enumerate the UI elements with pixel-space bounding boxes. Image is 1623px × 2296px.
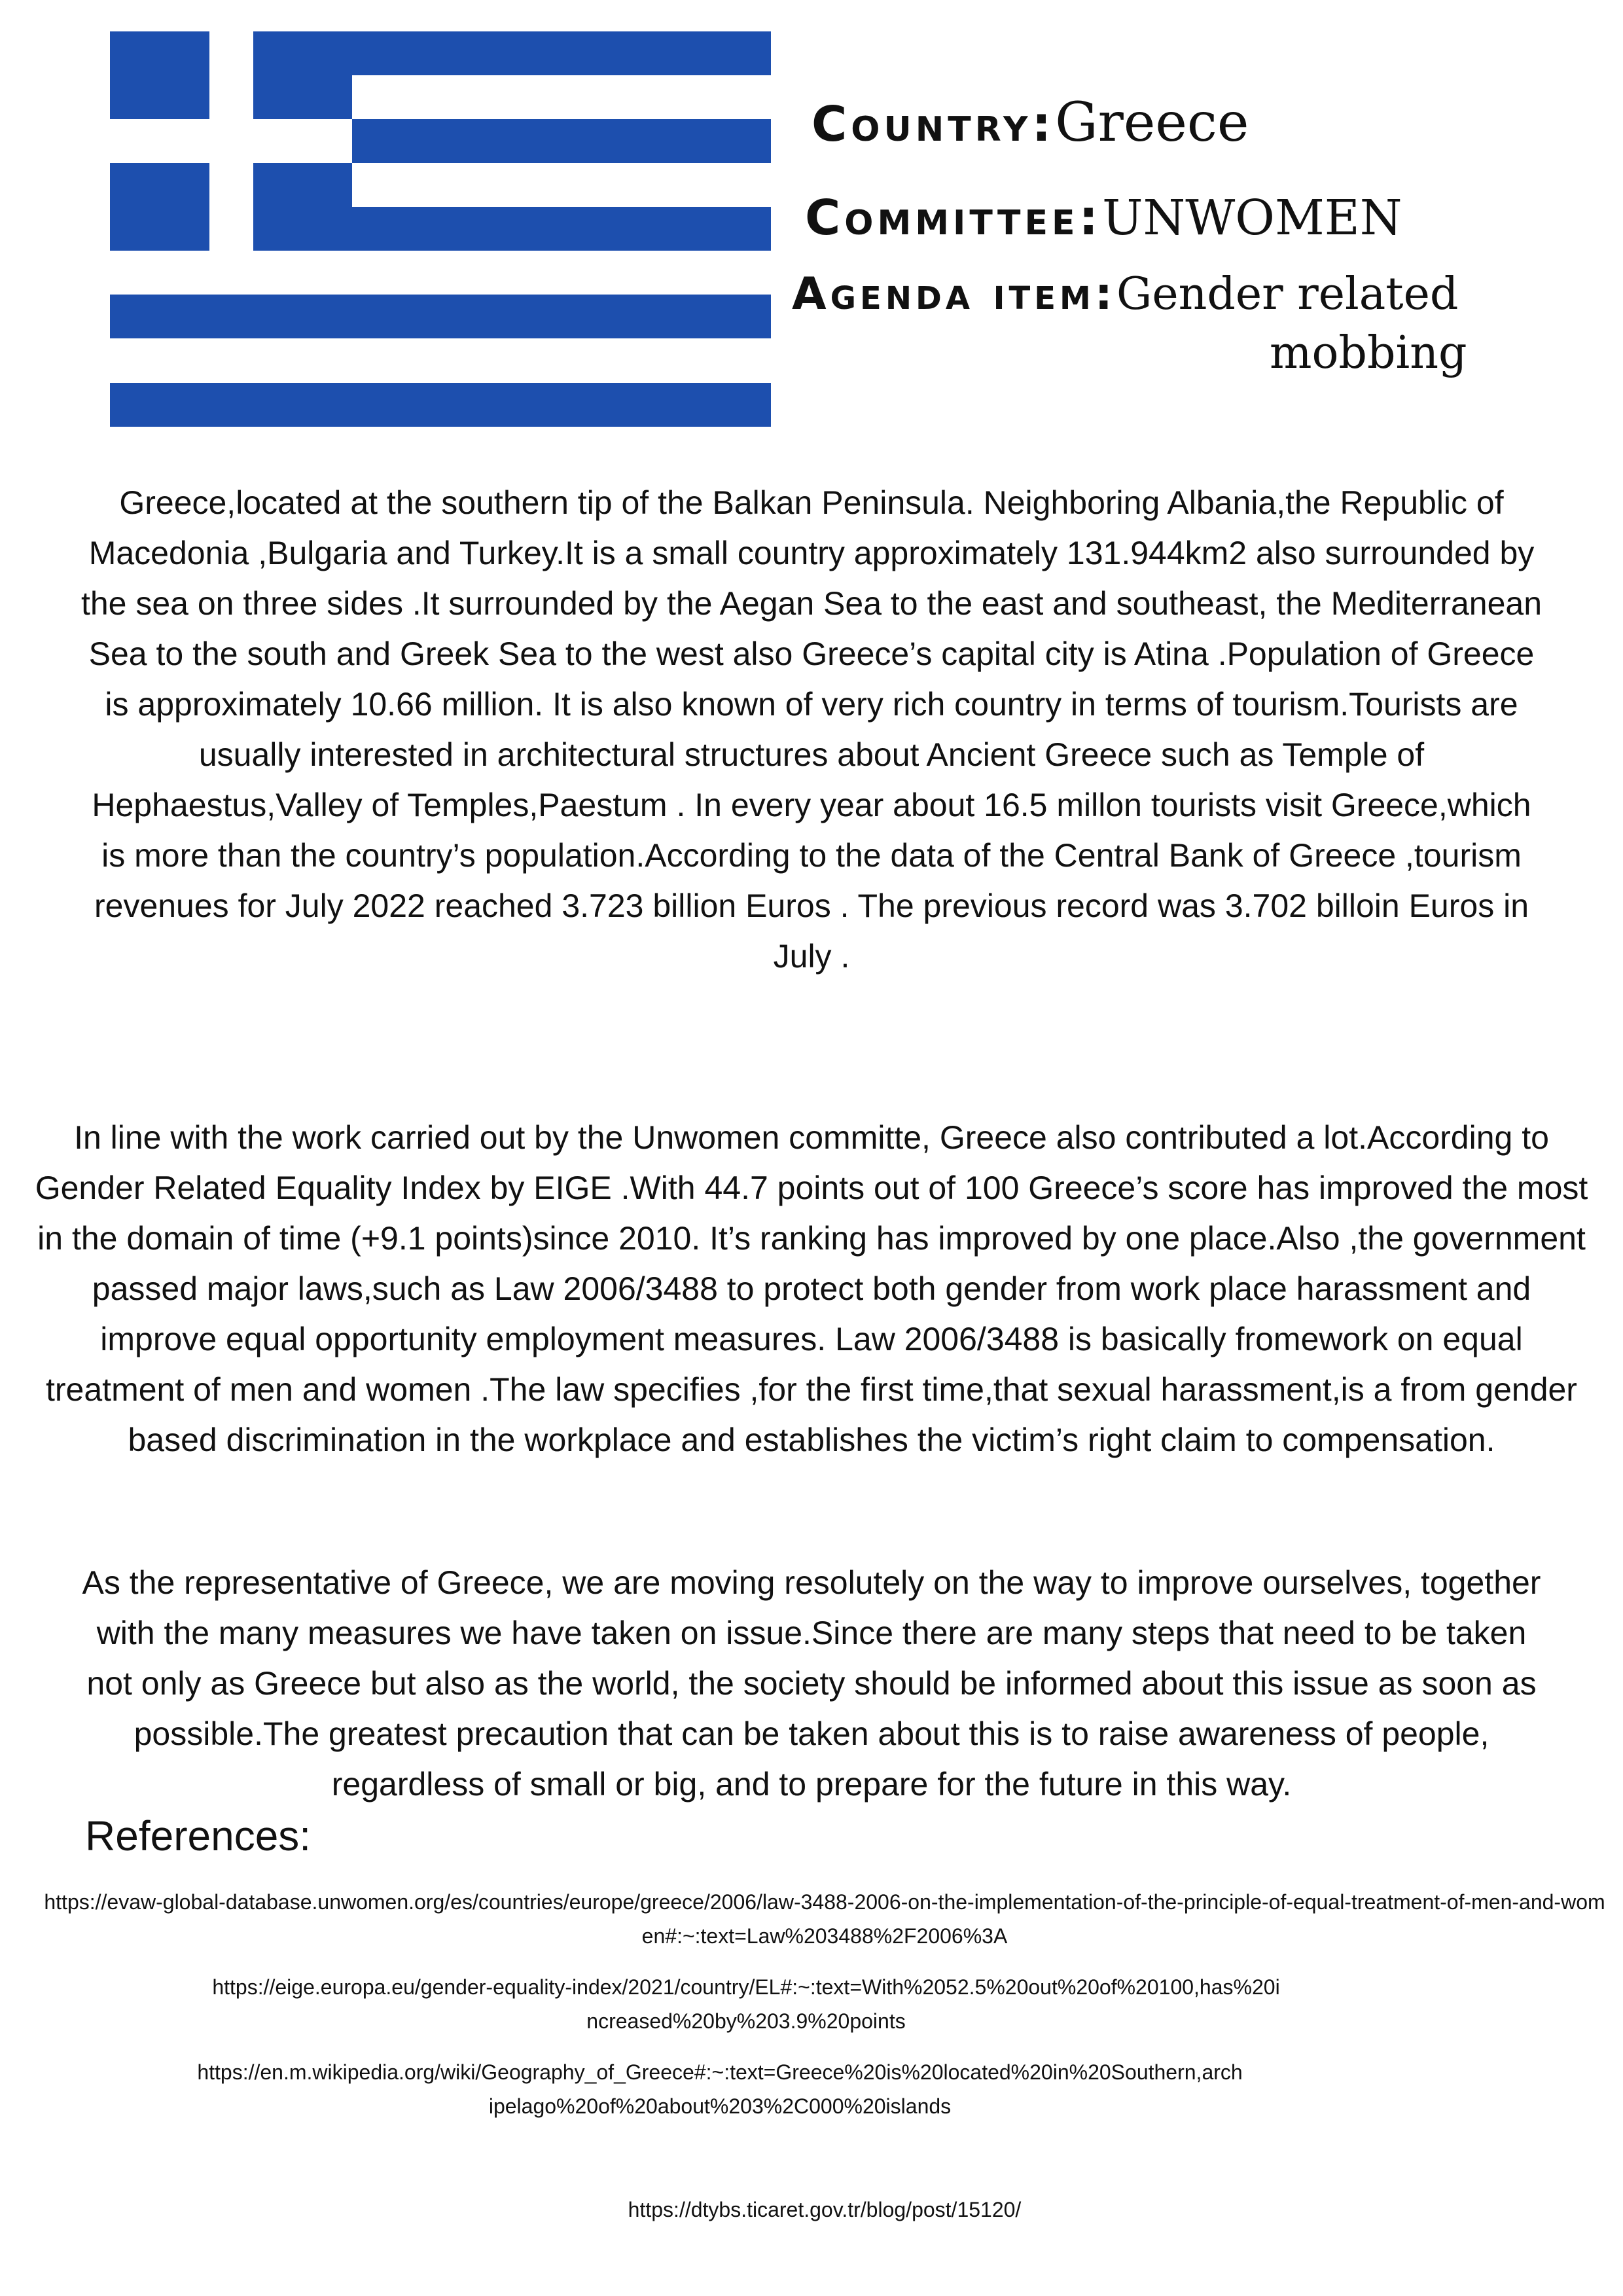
committee-line <box>805 190 1402 246</box>
references-title: References: <box>85 1812 312 1859</box>
committee-value: UNWOMEN <box>1102 190 1402 246</box>
flag-stripe-blue <box>110 383 771 427</box>
reference-link[interactable]: https://eige.europa.eu/gender-equality-index/2021/country/EL#:~:text=With%2052.5%20out%20of%20100,has%20increased%20by%203.9%20points <box>212 1975 1280 2033</box>
agenda-value: Gender related <box>1116 268 1459 320</box>
agenda-label: Agenda item: <box>792 268 1117 320</box>
reference-link[interactable]: https://dtybs.ticaret.gov.tr/blog/post/15120/ <box>628 2198 1022 2221</box>
agenda-value-continued: mobbing <box>1270 327 1467 379</box>
flag-stripe-blue <box>352 119 771 163</box>
paragraph-unwomen: In line with the work carried out by the Unwomen committe, Greece also contributed a lot.According to Gender Related Equality Index by EIGE .With 44.7 points out of 100 Greece’s score has improved the most in the domain of time (+9.1 points)since 2010. It’s ranking has improved by one place.Also ,the government passed major laws,such as Law 2006/3488 to protect both gender from work place harassment and improve equal opportunity employment measures. Law 2006/3488 is basically fromework on equal treatment of men and women .The law specifies ,for the first time,that sexual harassment,is a from gender based discrimination in the workplace and establishes the victim’s right claim to compensation. <box>35 1119 1588 1458</box>
reference-link[interactable]: https://evaw-global-database.unwomen.org/es/countries/europe/greece/2006/law-3488-2006-on-the-implementation-of-the-principle-of-equal-treatment-of-men-and-women#:~:text=Law%203488%2F2006%3A <box>44 1890 1605 1948</box>
country-line <box>812 92 1249 154</box>
agenda-line <box>792 268 1458 320</box>
agenda-line-2 <box>1270 327 1467 379</box>
committee-label: Committee: <box>805 190 1103 246</box>
paragraph-geography: Greece,located at the southern tip of the Balkan Peninsula. Neighboring Albania,the Republic of Macedonia ,Bulgaria and Turkey.It is a small country approximately 131.944km2 also surrounded by the sea on three sides .It surrounded by the Aegan Sea to the east and southeast, the Mediterranean Sea to the south and Greek Sea to the west also Greece’s capital city is Atina .Population of Greece is approximately 10.66 million. It is also known of very rich country in terms of tourism.Tourists are usually interested in architectural structures about Ancient Greece such as Temple of Hephaestus,Valley of Temples,Paestum . In every year about 16.5 millon tourists visit Greece,which is more than the country’s population.According to the data of the Central Bank of Greece ,tourism revenues for July 2022 reached 3.723 billion Euros . The previous record was 3.702 billoin Euros in July . <box>80 484 1543 975</box>
country-label: Country: <box>812 96 1056 152</box>
country-value: Greece <box>1055 92 1249 154</box>
flag-cross-vertical <box>209 31 253 251</box>
reference-link[interactable]: https://en.m.wikipedia.org/wiki/Geography_of_Greece#:~:text=Greece%20is%20located%20in%20Southern,archipelago%20of%20about%203%2C000%20islands <box>197 2060 1243 2118</box>
paragraph-conclusion: As the representative of Greece, we are moving resolutely on the way to improve ourselves, together with the many measures we have taken on issue.Since there are many steps that need to be taken not only as Greece but also as the world, the society should be informed about this issue as soon as possible.The greatest precaution that can be taken about this is to raise awareness of people, regardless of small or big, and to prepare for the future in this way. <box>82 1564 1541 1803</box>
flag-stripe-blue <box>110 295 771 338</box>
greece-flag <box>110 31 771 427</box>
